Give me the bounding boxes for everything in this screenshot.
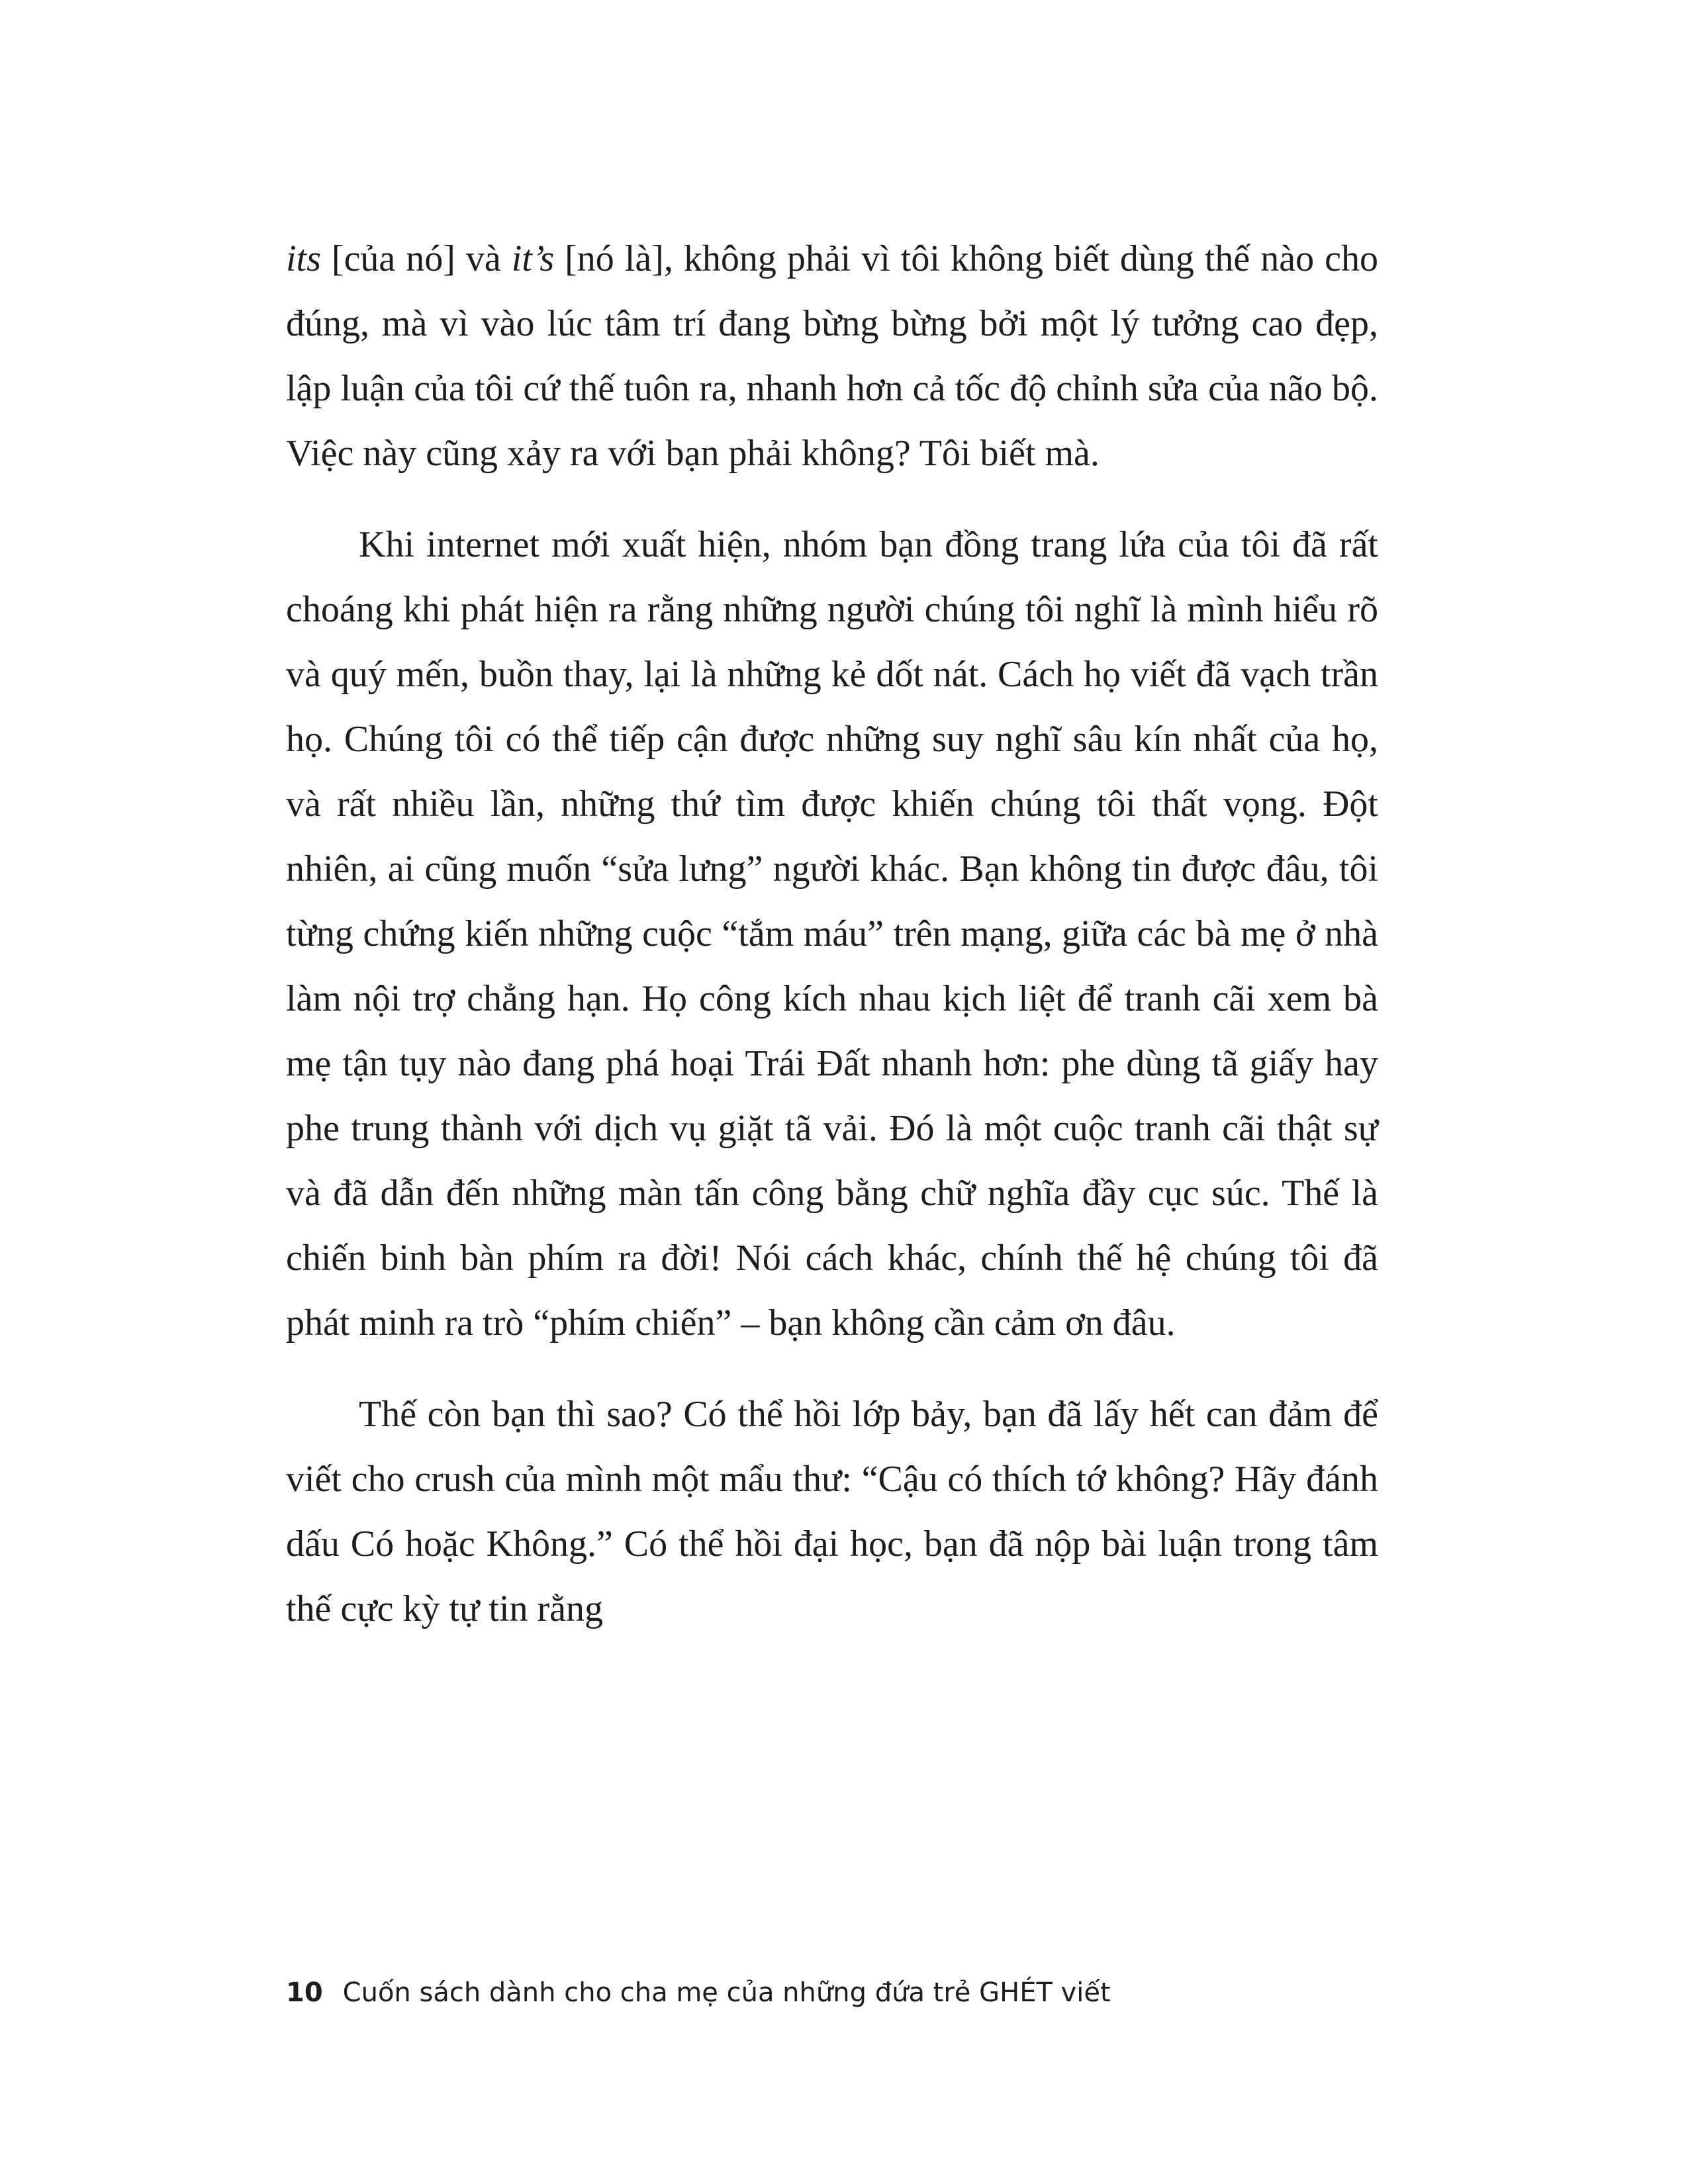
gloss-its: [của nó] và bbox=[320, 238, 512, 279]
book-title: Cuốn sách dành cho cha mẹ của những đứa trẻ GHÉT viết bbox=[342, 1978, 1111, 2008]
paragraph-1 bbox=[286, 226, 1378, 486]
page-number: 10 bbox=[286, 1978, 323, 2008]
page-footer bbox=[286, 1978, 1111, 2008]
paragraph-2: Khi internet mới xuất hiện, nhóm bạn đồng trang lứa của tôi đã rất choáng khi phát hiện ra rằng những người chúng tôi nghĩ là mình hiểu rõ và quý mến, buồn thay, lại là những kẻ dốt nát. Cách họ viết đã vạch trần họ. Chúng tôi có thể tiếp cận được những suy nghĩ sâu kín nhất của họ, và rất nhiều lần, những thứ tìm được khiến chúng tôi thất vọng. Đột nhiên, ai cũng muốn “sửa lưng” người khác. Bạn không tin được đâu, tôi từng chứng kiến những cuộc “tắm máu” trên mạng, giữa các bà mẹ ở nhà làm nội trợ chẳng hạn. Họ công kích nhau kịch liệt để tranh cãi xem bà mẹ tận tụy nào đang phá hoại Trái Đất nhanh hơn: phe dùng tã giấy hay phe trung thành với dịch vụ giặt tã vải. Đó là một cuộc tranh cãi thật sự và đã dẫn đến những màn tấn công bằng chữ nghĩa đầy cục súc. Thế là chiến binh bàn phím ra đời! Nói cách khác, chính thế hệ chúng tôi đã phát minh ra trò “phím chiến” – bạn không cần cảm ơn đâu. bbox=[286, 524, 1378, 1343]
paragraph-1-rest: [nó là], không phải vì tôi không biết dùng thế nào cho đúng, mà vì vào lúc tâm trí đang bừng bừng bởi một lý tưởng cao đẹp, lập luận của tôi cứ thế tuôn ra, nhanh hơn cả tốc độ chỉnh sửa của não bộ. Việc này cũng xảy ra với bạn phải không? Tôi biết mà. bbox=[286, 238, 1378, 474]
body-text bbox=[286, 226, 1378, 1641]
paragraph-3: Thế còn bạn thì sao? Có thể hồi lớp bảy, bạn đã lấy hết can đảm để viết cho crush của mình một mẩu thư: “Cậu có thích tớ không? Hãy đánh dấu Có hoặc Không.” Có thể hồi đại học, bạn đã nộp bài luận trong tâm thế cực kỳ tự tin rằng bbox=[286, 1394, 1378, 1629]
italic-word-its: its bbox=[286, 238, 321, 279]
italic-word-its-contraction: it’s bbox=[511, 238, 555, 279]
